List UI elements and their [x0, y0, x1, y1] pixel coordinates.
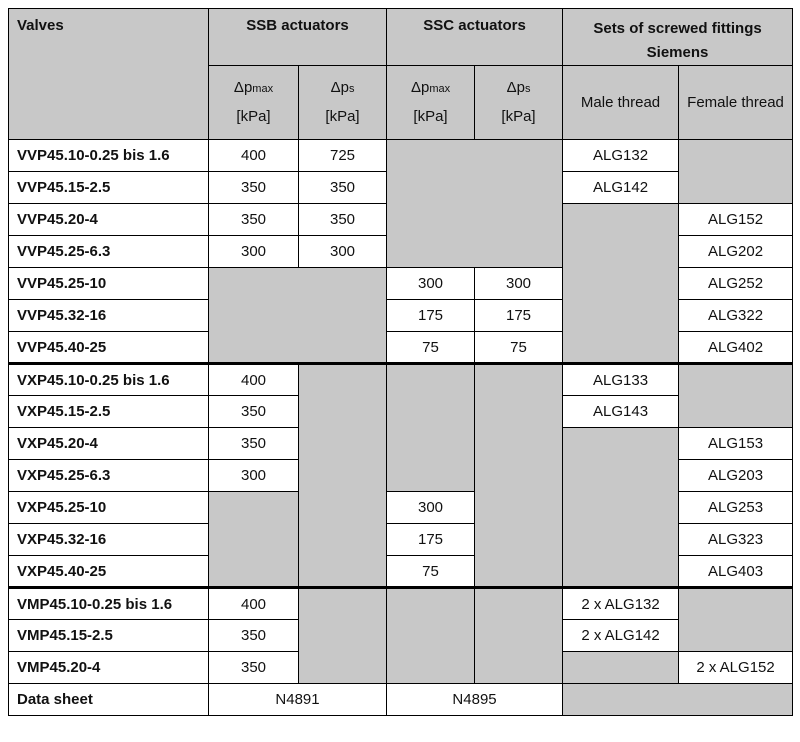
header-female-thread-label: Female thread	[687, 93, 784, 111]
male-thread: ALG132	[563, 140, 679, 172]
ssb-dpmax: 300	[209, 236, 299, 268]
header-ssb-dps-unit: [kPa]	[325, 108, 360, 125]
header-screwed-fittings	[563, 9, 793, 66]
dpmax-subscript: max	[429, 83, 451, 95]
female-thread: ALG323	[679, 524, 793, 556]
header-ssc-dpmax: Δpmax [kPa]	[387, 66, 475, 140]
male-not-applicable	[563, 428, 679, 588]
ssb-dpmax: 350	[209, 396, 299, 428]
ssb-dpmax-not-applicable	[209, 492, 299, 588]
header-ssb-dpmax-unit: [kPa]	[236, 108, 271, 125]
ssc-dpmax: 175	[387, 300, 475, 332]
table-row	[9, 140, 793, 172]
table-row	[9, 588, 793, 620]
female-thread: ALG152	[679, 204, 793, 236]
ssc-dps: 75	[475, 332, 563, 364]
table-row-data-sheet	[9, 684, 793, 716]
valve-name: VXP45.25-6.3	[9, 460, 209, 492]
ssb-dpmax: 400	[209, 364, 299, 396]
ssb-dpmax: 300	[209, 460, 299, 492]
ssb-dps-not-applicable	[299, 588, 387, 684]
valve-name: VMP45.15-2.5	[9, 620, 209, 652]
header-female-thread	[679, 66, 793, 140]
female-thread: ALG253	[679, 492, 793, 524]
ssc-dpmax-not-applicable	[387, 588, 475, 684]
valve-name: VMP45.20-4	[9, 652, 209, 684]
valve-name: VVP45.10-0.25 bis 1.6	[9, 140, 209, 172]
ssc-not-applicable	[387, 140, 563, 268]
female-thread: ALG252	[679, 268, 793, 300]
female-thread: ALG403	[679, 556, 793, 588]
header-ssc-dpmax-unit: [kPa]	[413, 108, 448, 125]
valve-name: VMP45.10-0.25 bis 1.6	[9, 588, 209, 620]
female-thread: ALG322	[679, 300, 793, 332]
valve-name: VXP45.40-25	[9, 556, 209, 588]
ssb-dpmax: 400	[209, 588, 299, 620]
header-ssb-dps: Δps [kPa]	[299, 66, 387, 140]
dpmax-subscript: max	[252, 83, 274, 95]
valve-name: VVP45.25-10	[9, 268, 209, 300]
header-male-thread: Male thread	[563, 66, 679, 140]
ssb-not-applicable	[209, 268, 387, 364]
ssc-dps-not-applicable	[475, 588, 563, 684]
ssc-dpmax: 75	[387, 332, 475, 364]
header-ssb-actuators: SSB actuators	[209, 9, 387, 66]
valve-name: VVP45.20-4	[9, 204, 209, 236]
ssc-dps-not-applicable	[475, 364, 563, 588]
ssb-dps: 725	[299, 140, 387, 172]
ssb-dpmax: 350	[209, 204, 299, 236]
male-not-applicable	[563, 652, 679, 684]
ssc-dpmax-not-applicable	[387, 364, 475, 492]
header-fittings-line1: Sets of screwed fittings	[593, 20, 762, 37]
ssc-dpmax: 175	[387, 524, 475, 556]
female-thread: ALG202	[679, 236, 793, 268]
ssc-dpmax: 300	[387, 268, 475, 300]
valve-actuator-table	[8, 8, 793, 716]
dps-subscript: s	[348, 83, 355, 95]
male-thread: ALG133	[563, 364, 679, 396]
valve-name: VXP45.10-0.25 bis 1.6	[9, 364, 209, 396]
valve-name: VVP45.40-25	[9, 332, 209, 364]
valve-name: VVP45.15-2.5	[9, 172, 209, 204]
data-sheet-ssb: N4891	[209, 684, 387, 716]
ssb-dps: 300	[299, 236, 387, 268]
valve-name: VVP45.25-6.3	[9, 236, 209, 268]
ssb-dpmax: 350	[209, 652, 299, 684]
ssb-dpmax: 350	[209, 620, 299, 652]
ssb-dps-not-applicable	[299, 364, 387, 588]
female-thread: 2 x ALG152	[679, 652, 793, 684]
female-not-applicable	[679, 140, 793, 204]
dps-subscript: s	[524, 83, 531, 95]
ssb-dps: 350	[299, 172, 387, 204]
male-thread: ALG143	[563, 396, 679, 428]
valve-name: VXP45.15-2.5	[9, 396, 209, 428]
valve-name: VXP45.20-4	[9, 428, 209, 460]
ssb-dps: 350	[299, 204, 387, 236]
header-ssc-actuators: SSC actuators	[387, 9, 563, 66]
table-row	[9, 364, 793, 396]
ssc-dps: 300	[475, 268, 563, 300]
header-valves: Valves	[9, 9, 209, 140]
header-ssb-dpmax: Δpmax [kPa]	[209, 66, 299, 140]
data-sheet-fittings-not-applicable	[563, 684, 793, 716]
male-thread: 2 x ALG132	[563, 588, 679, 620]
female-thread: ALG402	[679, 332, 793, 364]
valve-name: VVP45.32-16	[9, 300, 209, 332]
ssc-dpmax: 75	[387, 556, 475, 588]
valve-name: VXP45.25-10	[9, 492, 209, 524]
header-fittings-line2: Siemens	[646, 44, 709, 61]
ssb-dpmax: 350	[209, 428, 299, 460]
female-not-applicable	[679, 364, 793, 428]
male-thread: 2 x ALG142	[563, 620, 679, 652]
header-ssc-dps: Δps [kPa]	[475, 66, 563, 140]
ssc-dpmax: 300	[387, 492, 475, 524]
header-ssc-dps-unit: [kPa]	[501, 108, 536, 125]
data-sheet-label: Data sheet	[9, 684, 209, 716]
ssb-dpmax: 400	[209, 140, 299, 172]
female-not-applicable	[679, 588, 793, 652]
male-thread: ALG142	[563, 172, 679, 204]
ssb-dpmax: 350	[209, 172, 299, 204]
ssc-dps: 175	[475, 300, 563, 332]
female-thread: ALG153	[679, 428, 793, 460]
data-sheet-ssc: N4895	[387, 684, 563, 716]
female-thread: ALG203	[679, 460, 793, 492]
male-not-applicable	[563, 204, 679, 364]
valve-name: VXP45.32-16	[9, 524, 209, 556]
